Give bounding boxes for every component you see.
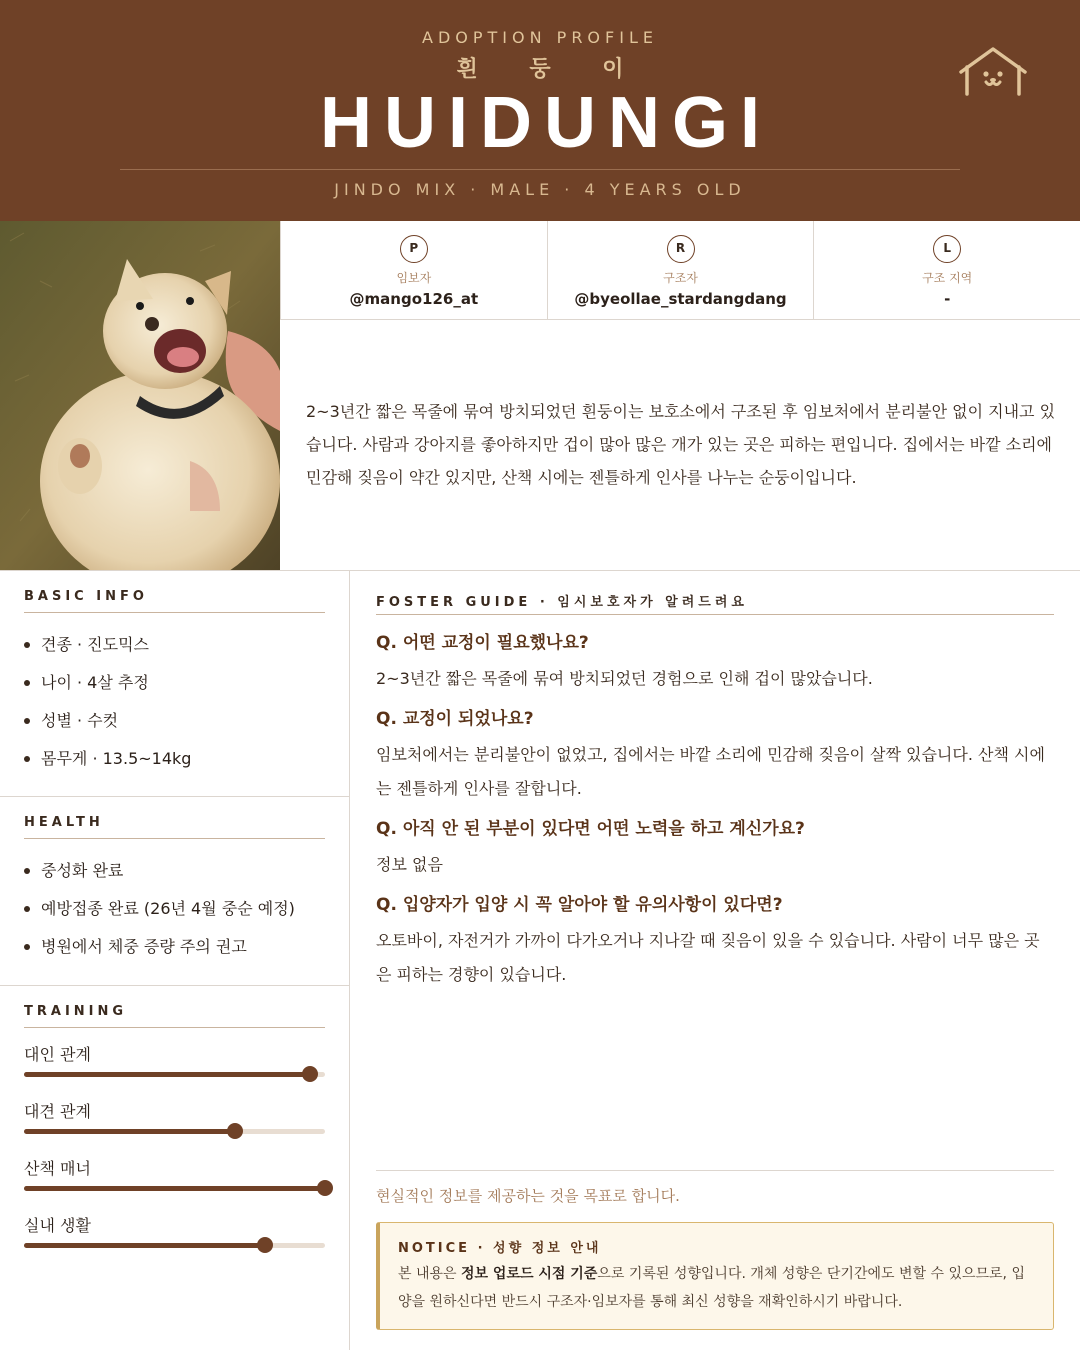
notice-body-suffix: 으로 기록된 성향입니다. 개체 성향은 단기간에도 변할 수 있으므로, 입양을 원하신다면 반드시 구조자·임보자를 통해 최신 성향을 재확인하시기 바랍니다.: [398, 1266, 1025, 1310]
slider-fill: [24, 1186, 325, 1191]
location-info-cell: [813, 221, 1080, 319]
health-rule: [24, 838, 325, 839]
list-item: 견종 · 진도믹스: [24, 633, 191, 671]
rescuer-badge-icon: R: [667, 235, 695, 263]
location-value: -: [944, 290, 951, 308]
slider-fill: [24, 1129, 235, 1134]
korean-name: 흰 둥 이: [456, 57, 646, 82]
slider-fill: [24, 1243, 265, 1248]
foster-guide-title: FOSTER GUIDE · 임시보호자가 알려드려요: [376, 595, 748, 610]
training-rule: [24, 1027, 325, 1028]
slider-knob: [257, 1237, 273, 1253]
qa-item: [376, 706, 1054, 806]
question: Q. 아직 안 된 부분이 있다면 어떤 노력을 하고 계신가요?: [376, 819, 805, 839]
slider-track: [24, 1186, 325, 1191]
rescuer-handle[interactable]: @byeollae_stardangdang: [574, 290, 787, 308]
health-list: [24, 859, 295, 973]
training-title: TRAINING: [24, 1004, 128, 1019]
list-item: 성별 · 수컷: [24, 709, 191, 747]
list-item: 나이 · 4살 추정: [24, 671, 191, 709]
slider-label: 대인 관계: [24, 1045, 91, 1064]
guide-note: 현실적인 정보를 제공하는 것을 목표로 합니다.: [376, 1187, 680, 1205]
training-slider: [24, 1156, 325, 1191]
foster-handle[interactable]: @mango126_at: [349, 290, 479, 308]
slider-knob: [317, 1180, 333, 1196]
list-item: 예방접종 완료 (26년 4월 중순 예정): [24, 897, 295, 935]
training-slider: [24, 1213, 325, 1248]
question: Q. 입양자가 입양 시 꼭 알아야 할 유의사항이 있다면?: [376, 895, 783, 915]
basic-info-list: [24, 633, 191, 785]
foster-info-cell: [280, 221, 547, 319]
contact-info-row: [280, 221, 1080, 320]
slider-knob: [227, 1123, 243, 1139]
question: Q. 교정이 되었나요?: [376, 709, 534, 729]
section-divider: [0, 796, 349, 797]
slider-label: 대견 관계: [24, 1102, 91, 1121]
slider-track: [24, 1243, 325, 1248]
answer: 임보처에서는 분리불안이 없었고, 집에서는 바깥 소리에 민감해 짖음이 살짝 있습니다. 산책 시에는 젠틀하게 인사를 잘합니다.: [376, 745, 1045, 798]
dog-photo: [0, 221, 280, 571]
answer: 정보 없음: [376, 855, 443, 874]
answer: 2~3년간 짧은 목줄에 묶여 방치되었던 경험으로 인해 겁이 많았습니다.: [376, 669, 873, 688]
slider-label: 산책 매너: [24, 1159, 91, 1178]
profile-subline: JINDO MIX · MALE · 4 YEARS OLD: [334, 180, 746, 199]
notice-box: [376, 1222, 1054, 1330]
list-item: 몸무게 · 13.5~14kg: [24, 747, 191, 785]
section-divider: [0, 985, 349, 986]
qa-item: [376, 892, 1054, 992]
foster-guide-rule: [376, 614, 1054, 615]
note-divider: [376, 1170, 1054, 1171]
slider-fill: [24, 1072, 310, 1077]
slider-label: 실내 생활: [24, 1216, 91, 1235]
list-item: 병원에서 체중 증량 주의 권고: [24, 935, 295, 973]
training-slider: [24, 1099, 325, 1134]
location-badge-icon: L: [933, 235, 961, 263]
section-divider: [0, 570, 1080, 571]
rescuer-caption: 구조자: [663, 271, 698, 285]
health-title: HEALTH: [24, 815, 104, 830]
notice-title: NOTICE · 성향 정보 안내: [398, 1241, 602, 1256]
qa-item: [376, 816, 1054, 882]
notice-body-emphasis: 정보 업로드 시점 기준: [461, 1266, 598, 1282]
notice-body-prefix: 본 내용은: [398, 1266, 461, 1282]
training-slider: [24, 1042, 325, 1077]
basic-info-title: BASIC INFO: [24, 589, 148, 604]
slider-track: [24, 1072, 325, 1077]
location-caption: 구조 지역: [922, 271, 973, 285]
page-title: HUIDUNGI: [320, 83, 772, 163]
list-item: 중성화 완료: [24, 859, 295, 897]
qa-item: [376, 630, 1054, 696]
rescuer-info-cell: [547, 221, 814, 319]
slider-knob: [302, 1066, 318, 1082]
question: Q. 어떤 교정이 필요했나요?: [376, 633, 589, 653]
foster-caption: 임보자: [396, 271, 432, 285]
notice-body: [398, 1260, 1035, 1316]
basic-info-rule: [24, 612, 325, 613]
header-banner: [0, 0, 1080, 221]
answer: 오토바이, 자전거가 가까이 다가오거나 지나갈 때 짖음이 있을 수 있습니다. 사람이 너무 많은 곳은 피하는 경향이 있습니다.: [376, 931, 1040, 984]
header-divider: [120, 169, 960, 170]
house-paw-icon: [956, 46, 1030, 98]
slider-track: [24, 1129, 325, 1134]
eyebrow-label: ADOPTION PROFILE: [422, 28, 658, 47]
intro-paragraph: 2~3년간 짧은 목줄에 묶여 방치되었던 흰둥이는 보호소에서 구조된 후 임보처에서 분리불안 없이 지내고 있습니다. 사람과 강아지를 좋아하지만 겁이 많아 많은 개가 있는 곳은 피하는 편입니다. 집에서는 바깥 소리에 민감해 짖음이 약간 있지만, 산책 시에는 젠틀하게 인사를 나누는 순둥이입니다.: [306, 402, 1056, 487]
foster-badge-icon: P: [400, 235, 428, 263]
column-divider: [349, 571, 350, 1350]
